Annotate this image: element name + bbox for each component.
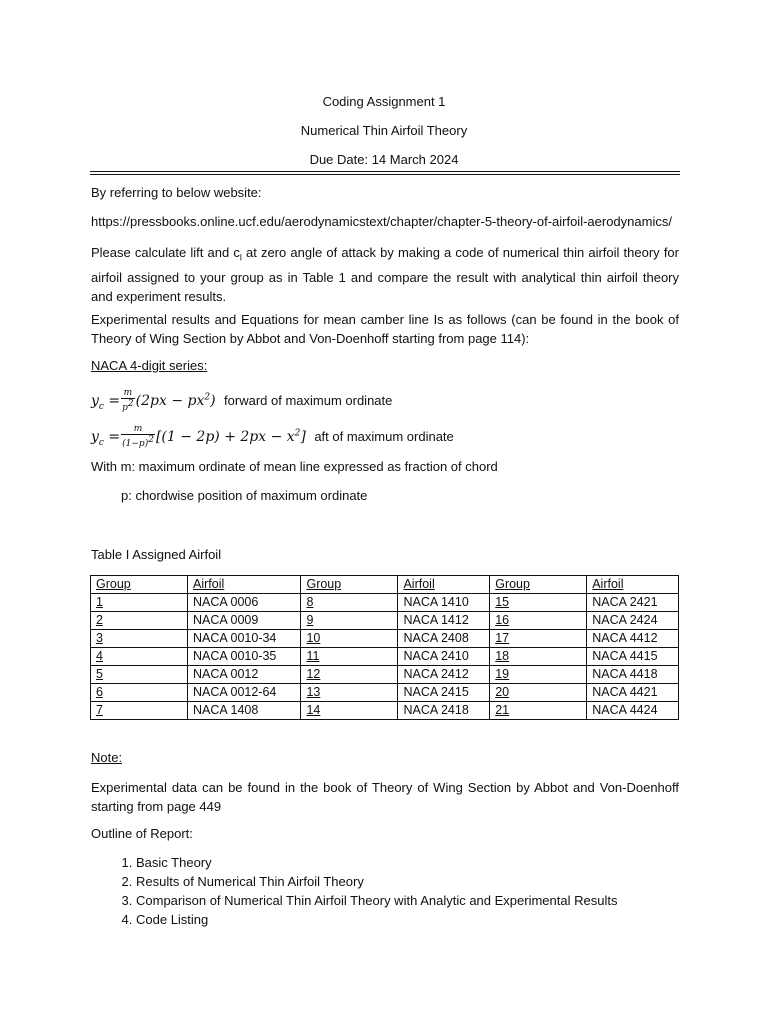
- equation-aft-desc: aft of maximum ordinate: [314, 428, 454, 444]
- table-row: [91, 612, 679, 630]
- airfoil-cell: NACA 0010-34: [188, 630, 301, 648]
- due-date: Due Date: 14 March 2024: [309, 152, 459, 167]
- airfoil-cell: NACA 0006: [188, 594, 301, 612]
- airfoil-cell: NACA 4424: [587, 702, 679, 720]
- group-cell: 6: [91, 684, 188, 702]
- table-row: [91, 684, 679, 702]
- header-group: Group: [490, 576, 587, 594]
- table-row: [91, 666, 679, 684]
- group-cell: 15: [490, 594, 587, 612]
- list-item: 1. Basic Theory: [136, 853, 617, 872]
- outline-list: [91, 853, 617, 929]
- task-paragraph: Please calculate lift and $c_l$ at zero angle of attack by making a code of numerical thin airfoil theory for airfoil assigned to your group as in Table 1 and compare the result with analytical thin airfoil theory and experiment results.: [91, 245, 679, 304]
- group-cell: 16: [490, 612, 587, 630]
- assignment-title: Coding Assignment 1: [322, 94, 446, 109]
- group-cell: 12: [301, 666, 398, 684]
- list-item: 3. Comparison of Numerical Thin Airfoil Theory with Analytic and Experimental Results: [136, 891, 617, 910]
- airfoil-cell: NACA 2424: [587, 612, 679, 630]
- airfoil-cell: NACA 4415: [587, 648, 679, 666]
- airfoil-cell: NACA 4412: [587, 630, 679, 648]
- list-item: 4. Code Listing: [136, 910, 617, 929]
- airfoil-cell: NACA 1410: [398, 594, 490, 612]
- airfoil-cell: NACA 4421: [587, 684, 679, 702]
- airfoil-cell: NACA 2421: [587, 594, 679, 612]
- airfoil-cell: NACA 2412: [398, 666, 490, 684]
- group-cell: 2: [91, 612, 188, 630]
- airfoil-cell: NACA 2410: [398, 648, 490, 666]
- reference-url[interactable]: https://pressbooks.online.ucf.edu/aerodynamicstext/chapter/chapter-5-theory-of-airfoil-aerodynamics/: [91, 214, 672, 229]
- group-cell: 5: [91, 666, 188, 684]
- airfoil-cell: NACA 4418: [587, 666, 679, 684]
- definition-m: With m: maximum ordinate of mean line expressed as fraction of chord: [91, 459, 498, 474]
- group-cell: 3: [91, 630, 188, 648]
- header-airfoil: Airfoil: [587, 576, 679, 594]
- note-heading: Note:: [91, 750, 123, 765]
- list-item: 2. Results of Numerical Thin Airfoil Theory: [136, 872, 617, 891]
- equation-forward: $y_c$ = $\frac{m}{p^2}$ $(2px - px^2)$ forward of maximum ordinate: [91, 387, 393, 413]
- assigned-airfoil-table: [90, 575, 679, 720]
- airfoil-cell: NACA 0012-64: [188, 684, 301, 702]
- table-row: [91, 594, 679, 612]
- airfoil-cell: NACA 0009: [188, 612, 301, 630]
- group-cell: 8: [301, 594, 398, 612]
- group-cell: 21: [490, 702, 587, 720]
- group-cell: 1: [91, 594, 188, 612]
- airfoil-cell: NACA 0010-35: [188, 648, 301, 666]
- group-cell: 14: [301, 702, 398, 720]
- table-row: [91, 630, 679, 648]
- group-cell: 19: [490, 666, 587, 684]
- table-row: [91, 648, 679, 666]
- group-cell: 17: [490, 630, 587, 648]
- table-caption: Table I Assigned Airfoil: [91, 547, 222, 562]
- equation-forward-desc: forward of maximum ordinate: [224, 392, 393, 408]
- group-cell: 7: [91, 702, 188, 720]
- header-airfoil: Airfoil: [398, 576, 490, 594]
- equations-intro: Experimental results and Equations for mean camber line Is as follows (can be found in the book of Theory of Wing Section by Abbot and Von-Doenhoff starting from page 114):: [91, 312, 679, 346]
- airfoil-cell: NACA 2418: [398, 702, 490, 720]
- assignment-subtitle: Numerical Thin Airfoil Theory: [300, 123, 468, 138]
- equation-aft: $y_c$ = $\frac{m}{(1-p)^2}$ $[(1 - 2p) + 2px - x^2]$ aft of maximum ordinate: [91, 423, 454, 449]
- airfoil-cell: NACA 2408: [398, 630, 490, 648]
- group-cell: 9: [301, 612, 398, 630]
- airfoil-cell: NACA 0012: [188, 666, 301, 684]
- group-cell: 18: [490, 648, 587, 666]
- airfoil-cell: NACA 2415: [398, 684, 490, 702]
- group-cell: 4: [91, 648, 188, 666]
- airfoil-cell: NACA 1408: [188, 702, 301, 720]
- group-cell: 20: [490, 684, 587, 702]
- note-text: Experimental data can be found in the book of Theory of Wing Section by Abbot and Von-Doenhoff starting from page 449: [91, 780, 679, 814]
- header-group: Group: [91, 576, 188, 594]
- header-airfoil: Airfoil: [188, 576, 301, 594]
- table-header-row: [91, 576, 679, 594]
- reference-intro: By referring to below website:: [91, 185, 262, 200]
- header-rule-bottom: [90, 174, 680, 175]
- group-cell: 10: [301, 630, 398, 648]
- header-group: Group: [301, 576, 398, 594]
- group-cell: 13: [301, 684, 398, 702]
- series-heading: NACA 4-digit series:: [91, 358, 208, 373]
- definition-p: p: chordwise position of maximum ordinate: [121, 488, 368, 503]
- table-row: [91, 702, 679, 720]
- header-rule-top: [90, 171, 680, 172]
- group-cell: 11: [301, 648, 398, 666]
- airfoil-cell: NACA 1412: [398, 612, 490, 630]
- outline-heading: Outline of Report:: [91, 826, 193, 841]
